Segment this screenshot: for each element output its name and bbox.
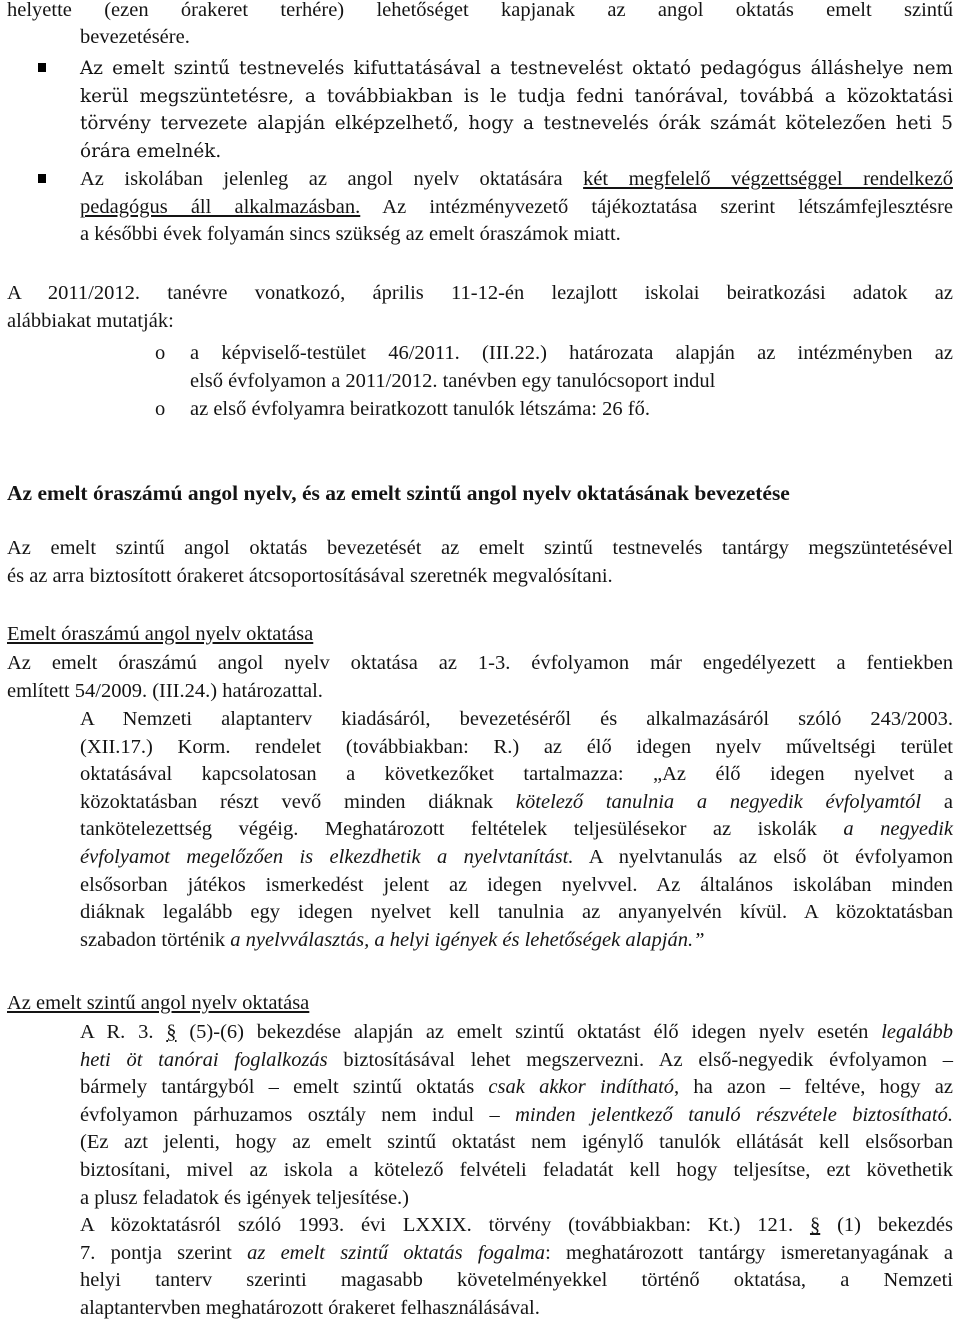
text-span: évfolyamon párhuzamos osztály nem indul – [80,1103,516,1126]
text-line: diáknak legalább egy idegen nyelvet kell tanulnia az anyanyelvén kívül. A közoktatásban [80,901,953,924]
text-line [80,166,953,194]
text-line: oktatásával kapcsolatosan a következőket tartalmazza: „Az élő idegen nyelvet a [80,763,953,786]
text-span: szabadon történik [80,928,231,951]
text-line: és az arra biztosított órakeret átcsoportosításával szeretnék megvalósítani. [7,564,613,587]
text-line: Az emelt szintű angol oktatás bevezetését az emelt szintű testnevelés tantárgy megszüntetésével [7,537,953,559]
text-span: (1) bekezdés [820,1214,953,1237]
italic-span: a nyelvválasztás, a helyi igények és lehetőségek alapján.” [230,928,705,951]
text-span: bármely tantárgyból – emelt szintű oktatás [80,1076,489,1099]
italic-span: minden jelentkező tanuló részvétele biztosítható. [515,1103,954,1126]
text-line: A 2011/2012. tanévre vonatkozó, április 11-12-én lezajlott iskolai beiratkozási adatok az [7,282,953,304]
italic-span: a negyedik [843,818,954,841]
square-bullet-icon [38,63,46,72]
subsection-paragraph [7,650,953,705]
paragraph-sign: § [166,1021,177,1043]
text-span: : meghatározott tantárgy ismeretanyagának a [545,1241,953,1264]
text-span: Az iskolában jelenleg az angol nyelv oktatására [80,168,584,190]
subsection-heading [7,990,953,1018]
intro-paragraph-end [80,24,953,52]
text-line: a plusz feladatok és igények teljesítése.) [80,1186,410,1209]
list-marker: o [155,398,166,420]
nat-quote-paragraph [80,706,953,954]
text-span: A közoktatásról szóló 1993. évi LXXIX. törvény (továbbiakban: Kt.) 121. [80,1214,810,1237]
text-line: elsősorban játékos ismerkedést jelent az idegen nyelvvel. Az általános iskolában minden [80,873,953,896]
text-line [80,1019,953,1047]
text-span: A R. 3. [80,1021,167,1043]
text-line: Az emelt óraszámú angol nyelv oktatása az 1-3. évfolyamon már engedélyezett a fentiekben [7,652,953,674]
text-span: tankötelezettség végéig. Meghatározott feltételek teljesülésekor az iskolák [80,818,844,841]
text-line [80,1074,953,1102]
heading-text: Emelt óraszámú angol nyelv oktatása [7,623,314,645]
emelt-szintu-paragraph [80,1019,953,1323]
text-line [80,1212,953,1240]
text-span: a [921,790,953,813]
italic-span: évfolyamot megelőzően is elkezdhetik a nyelvtanítást. [80,845,574,868]
text-line: (Ez azt jelenti, hogy az emelt szintű oktatást nem igénylő tanulók ellátását kell elsősorban [80,1131,953,1154]
italic-span: legalább [881,1021,953,1043]
text-span: biztosításával lehet megszervezni. Az első-negyedik évfolyamon – [327,1048,953,1071]
text-span: (5)-(6) bekezdése alapján az emelt szintű oktatást élő idegen nyelv esetén [176,1021,882,1043]
text-line: helyette (ezen órakeret terhére) lehetőséget kapjanak az angol oktatás emelt szintű [7,0,953,21]
text-line: említett 54/2009. (III.24.) határozattal. [7,679,323,702]
text-span: A nyelvtanulás az első öt évfolyamon [573,845,954,868]
text-line: a képviselő-testület 46/2011. (III.22.) határozata alapján az intézményben az [190,342,953,364]
underlined-span: két megfelelő végzettséggel rendelkező [583,168,953,190]
text-line [80,194,953,222]
bullet-paragraph [80,166,953,249]
text-line: órára emelnék. [80,140,222,162]
text-line [80,789,953,817]
section-heading [7,480,953,508]
italic-span: kötelező tanulnia a negyedik évfolyamtól [515,790,922,813]
italic-span: az emelt szintű oktatás fogalma [247,1241,546,1264]
text-line: A Nemzeti alaptanterv kiadásáról, bevezetéséről és alkalmazásáról szóló 243/2003. [80,708,953,730]
heading-text: Az emelt óraszámú angol nyelv, és az emelt szintű angol nyelv oktatásának bevezetése [7,481,790,505]
text-line [80,1047,953,1075]
list-marker: o [155,342,166,364]
text-span: közoktatásban részt vevő minden diáknak [80,790,516,813]
subsection-heading [7,621,953,649]
text-span: , ha azon – feltéve, hogy az [674,1076,953,1099]
list-item [190,396,953,424]
paragraph-sign: § [809,1214,821,1237]
text-line: alaptantervben meghatározott órakeret felhasználásával. [80,1296,540,1319]
text-line [80,816,953,844]
italic-span: heti öt tanórai foglalkozás [80,1048,328,1071]
text-line: a későbbi évek folyamán sincs szükség az emelt óraszámok miatt. [80,223,621,246]
text-line: törvény tervezete alapján elképzelhető, hogy a testnevelés órák számát kötelezően heti 5 [80,113,953,135]
text-line [80,927,953,955]
section-paragraph [7,535,953,590]
text-span: 7. pontja szerint [80,1241,248,1264]
text-line: az első évfolyamra beiratkozott tanulók létszáma: 26 fő. [190,398,650,420]
square-bullet-icon [38,174,46,183]
list-item [190,340,953,395]
intro-paragraph [7,0,953,25]
text-line: alábbiakat mutatják: [7,309,174,332]
text-line: kerül megszüntetésre, a továbbiakban is le tudja fedni tanórával, továbbá a közoktatási [80,85,953,107]
underlined-span: pedagógus áll alkalmazásban. [80,195,361,218]
heading-text: Az emelt szintű angol nyelv oktatása [7,992,310,1014]
text-line: első évfolyamon a 2011/2012. tanévben egy tanulócsoport indul [190,369,716,392]
text-span: Az intézményvezető tájékoztatása szerint létszámfejlesztésre [360,195,953,218]
text-line: Az emelt szintű testnevelés kifuttatásával a testnevelést oktató pedagógus álláshelye nem [80,58,953,79]
italic-span: csak akkor indítható [488,1076,675,1099]
text-line: bevezetésére. [80,26,190,48]
text-line [80,844,953,872]
text-line [80,1240,953,1268]
text-line: biztosítani, mivel az iskola a kötelező felvételi feladatát kell hogy teljesítse, ezt követhetik [80,1158,953,1181]
text-line [80,1102,953,1130]
enrollment-paragraph [7,280,953,335]
bullet-paragraph [80,55,953,165]
text-line: (XII.17.) Korm. rendelet (továbbiakban: R.) az élő idegen nyelv műveltségi terület [80,735,953,758]
text-line: helyi tanterv szerinti magasabb követelményekkel történő oktatása, a Nemzeti [80,1269,953,1292]
